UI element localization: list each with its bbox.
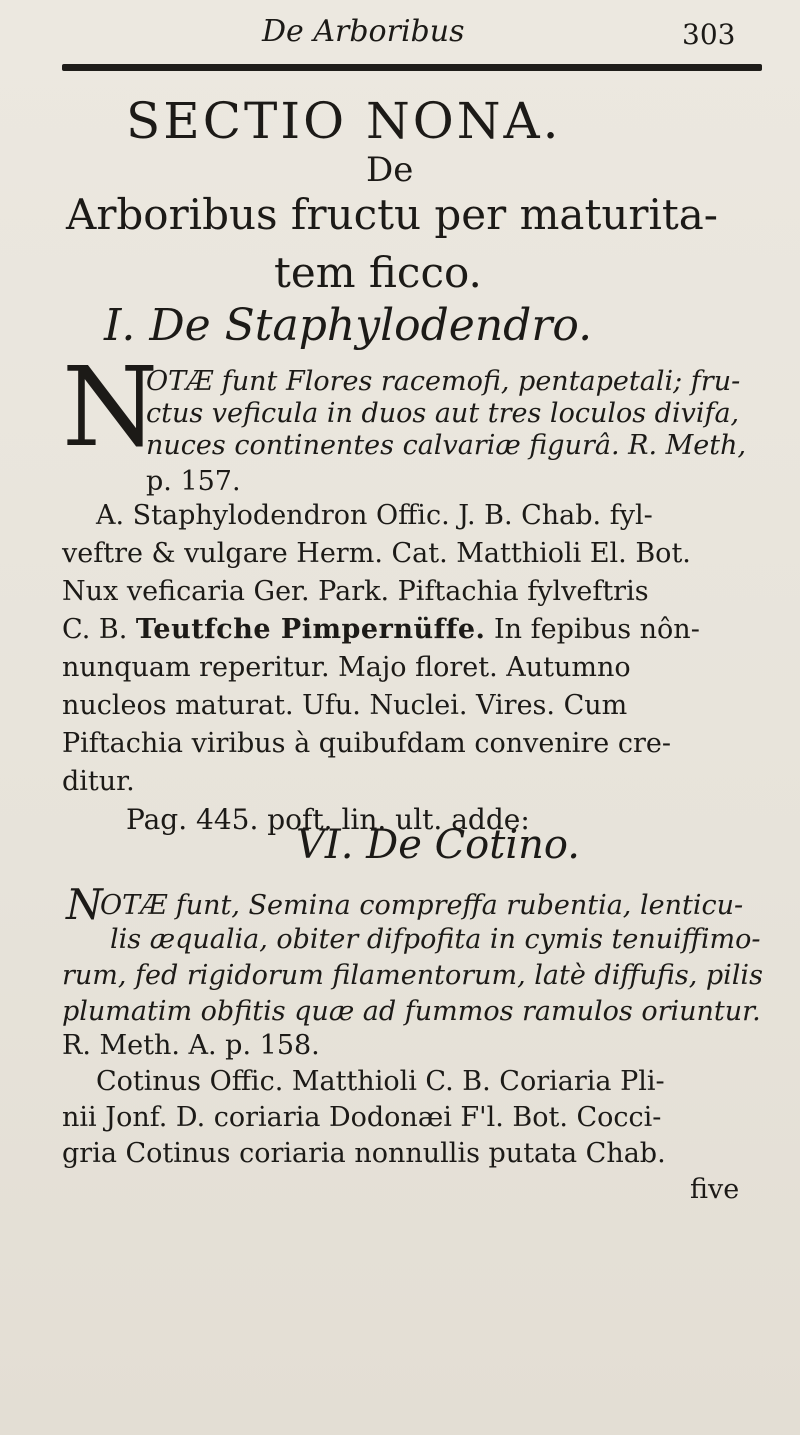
fraktur-text: Teutfche Pimpernüffe. — [135, 614, 486, 645]
notae-line: ctus veficula in duos aut tres loculos divifa, — [146, 398, 740, 429]
section-title: SECTIO NONA. — [126, 92, 562, 150]
paragraph-line: Piftachia viribus à quibufdam convenire cre- — [62, 728, 671, 759]
paragraph-line: ditur. — [62, 766, 135, 797]
notae-line: p. 157. — [146, 466, 241, 497]
section-de: De — [366, 150, 414, 190]
paragraph-line: nunquam reperitur. Majo floret. Autumno — [62, 652, 631, 683]
heading-staphylodendro: I. De Staphylodendro. — [104, 300, 593, 351]
catchword: five — [690, 1174, 740, 1205]
paragraph-line: nii Jonf. D. coriaria Dodonæi F'l. Bot. Cocci- — [62, 1102, 662, 1133]
paragraph-line: gria Cotinus coriaria nonnullis putata Chab. — [62, 1138, 666, 1169]
paragraph-line: A. Staphylodendron Offic. J. B. Chab. fyl- — [96, 500, 653, 531]
addendum-line: Pag. 445. poft. lin. ult. adde: — [126, 803, 530, 836]
section-subtitle-line2: tem ficco. — [274, 248, 482, 297]
drop-cap-n: N — [66, 880, 103, 929]
notae-line: R. Meth. A. p. 158. — [62, 1030, 320, 1061]
notae-line: nuces continentes calvariæ figurâ. R. Meth, — [146, 430, 747, 461]
notae-line: lis æqualia, obiter difpofita in cymis tenuiffimo- — [110, 924, 761, 955]
notae-line: OTÆ funt Flores racemofi, pentapetali; fru- — [146, 366, 741, 397]
notae-line: plumatim obfitis quæ ad fummos ramulos oriuntur. — [62, 996, 761, 1027]
paragraph-line: Cotinus Offic. Matthioli C. B. Coriaria Pli- — [96, 1066, 665, 1097]
header-rule — [62, 64, 762, 71]
section-subtitle-line1: Arboribus fructu per maturita- — [66, 190, 718, 239]
drop-cap-n: N — [62, 343, 159, 471]
paragraph-text: In fepibus nôn- — [494, 614, 700, 645]
paragraph-line — [62, 614, 700, 646]
running-title: De Arboribus — [262, 14, 465, 49]
paragraph-line: Nux veficaria Ger. Park. Piftachia fylveftris — [62, 576, 649, 607]
paragraph-line: nucleos maturat. Ufu. Nuclei. Vires. Cum — [62, 690, 628, 721]
heading-cotino: VI. De Cotino. — [296, 822, 580, 868]
notae-line: OTÆ funt, Semina compreffa rubentia, lenticu- — [100, 890, 744, 921]
paragraph-line: veftre & vulgare Herm. Cat. Matthioli El. Bot. — [62, 538, 691, 569]
notae-line: rum, fed rigidorum filamentorum, latè diffufis, pilis — [62, 960, 763, 991]
paragraph-text: C. B. — [62, 614, 128, 645]
page-number: 303 — [682, 18, 736, 51]
